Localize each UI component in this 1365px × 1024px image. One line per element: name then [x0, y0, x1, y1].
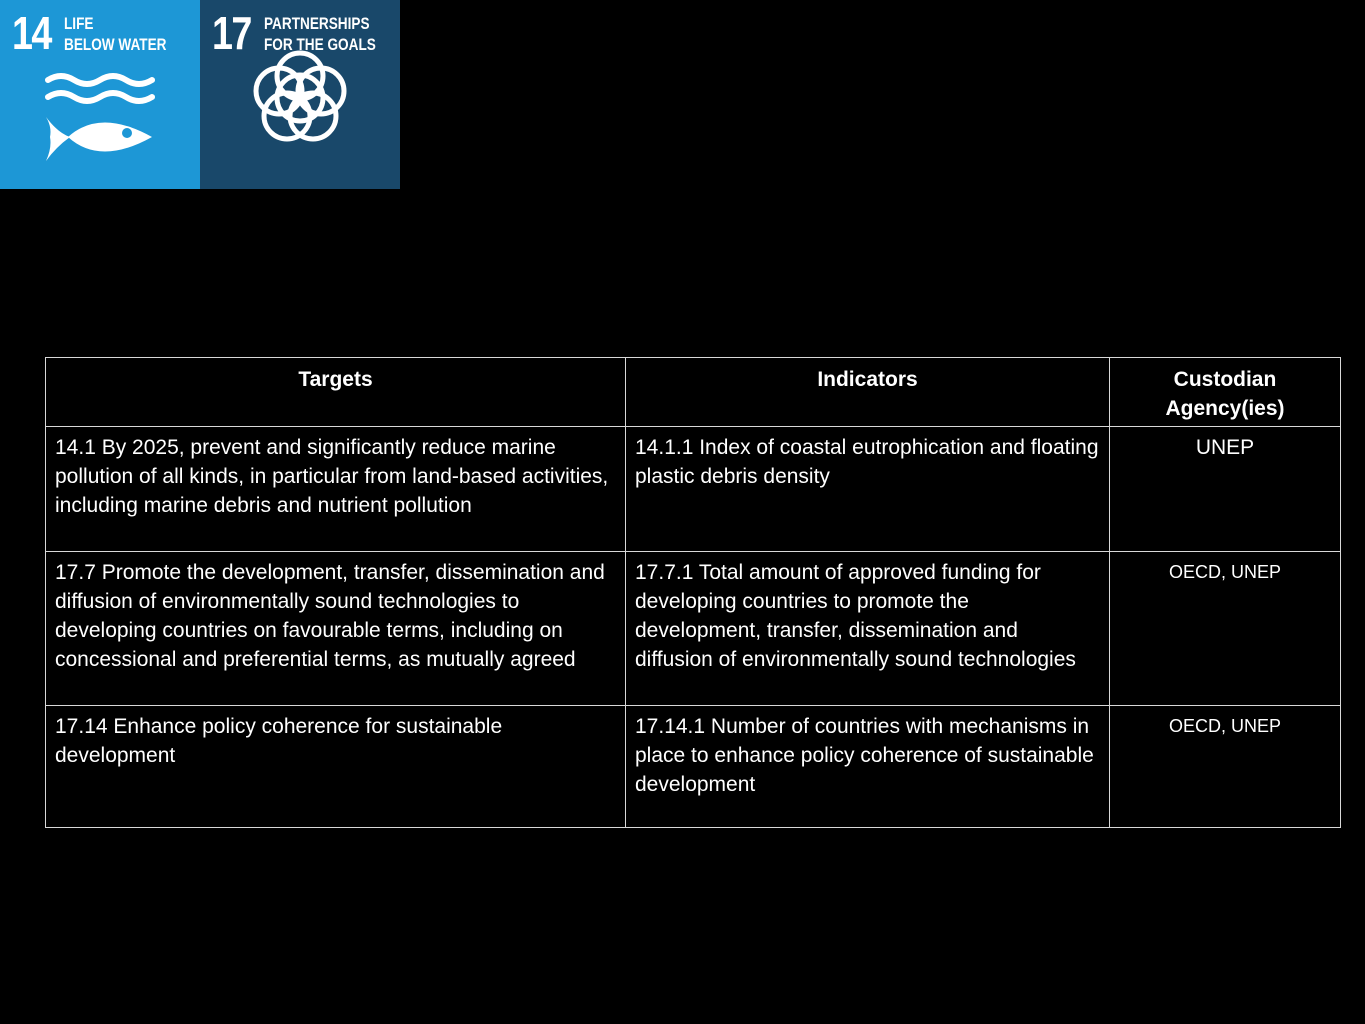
- indicator-cell: 17.14.1 Number of countries with mechanisms in place to enhance policy coherence of sustainable development: [626, 706, 1110, 828]
- header-indicators: Indicators: [626, 358, 1110, 427]
- table-header-row: [46, 358, 1341, 427]
- table-row: [46, 706, 1341, 828]
- header-custodian-agency: Custodian Agency(ies): [1110, 358, 1341, 427]
- agency-cell: OECD, UNEP: [1110, 552, 1341, 706]
- sdg-14-label: LIFE BELOW WATER: [64, 14, 167, 54]
- agency-cell: UNEP: [1110, 427, 1341, 552]
- fish-over-waves-icon: [0, 0, 200, 189]
- sdg-17-tile: [200, 0, 400, 189]
- target-cell: 14.1 By 2025, prevent and significantly reduce marine pollution of all kinds, in particular from land-based activities, including marine debris and nutrient pollution: [46, 427, 626, 552]
- target-cell: 17.14 Enhance policy coherence for sustainable development: [46, 706, 626, 828]
- sdg-14-number: 14: [12, 7, 51, 59]
- sdg-17-number: 17: [212, 7, 251, 59]
- targets-indicators-table: [45, 357, 1341, 828]
- indicator-cell: 17.7.1 Total amount of approved funding for developing countries to promote the development, transfer, dissemination and diffusion of environmentally sound technologies: [626, 552, 1110, 706]
- agency-cell: OECD, UNEP: [1110, 706, 1341, 828]
- interlocking-rings-icon: [200, 0, 400, 189]
- table-row: [46, 552, 1341, 706]
- indicator-cell: 14.1.1 Index of coastal eutrophication and floating plastic debris density: [626, 427, 1110, 552]
- header-targets: Targets: [46, 358, 626, 427]
- target-cell: 17.7 Promote the development, transfer, dissemination and diffusion of environmentally sound technologies to developing countries on favourable terms, including on concessional and preferential terms, as mutually agreed: [46, 552, 626, 706]
- sdg-14-tile: [0, 0, 200, 189]
- sdg-17-label: PARTNERSHIPS FOR THE GOALS: [264, 14, 376, 54]
- table-row: [46, 427, 1341, 552]
